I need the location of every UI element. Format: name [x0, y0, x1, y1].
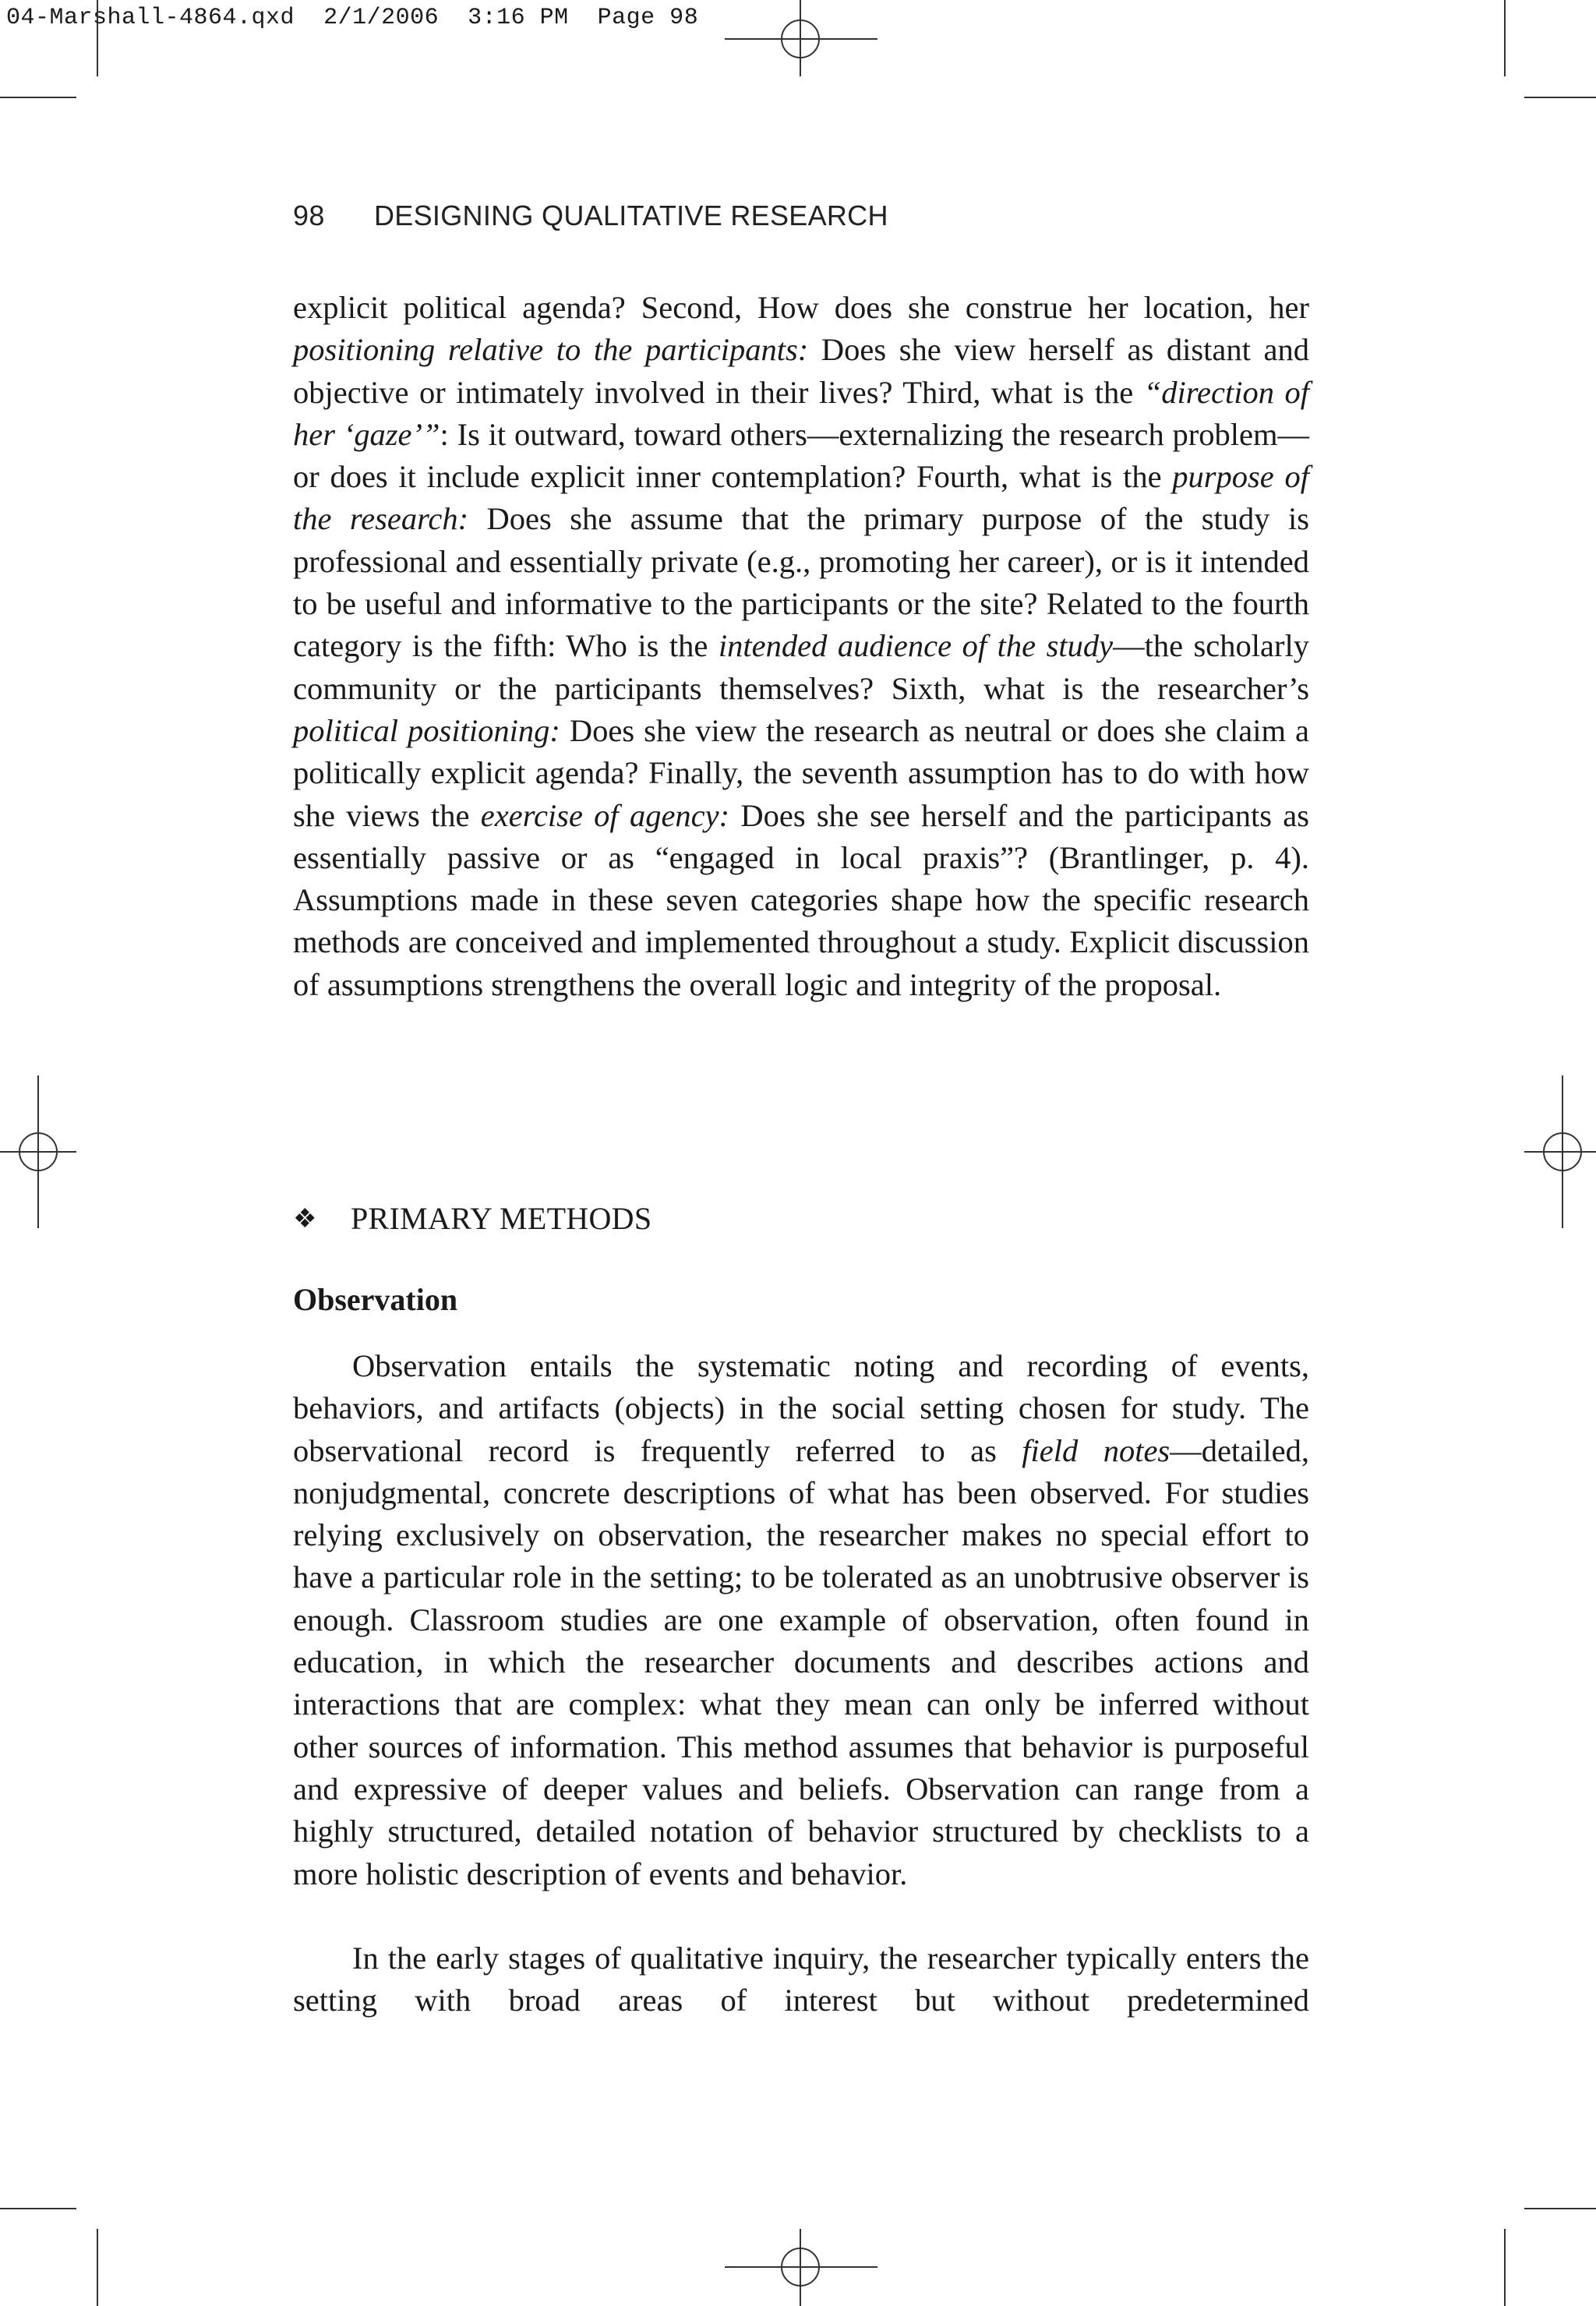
- text-run: : Is it outward, toward others—externalizing the research problem—or does it include explicit inner contemplation? Fourth, what is the: [293, 416, 1309, 495]
- slug-file: 04-Marshall-4864.qxd: [6, 5, 295, 31]
- italic-run: exercise of agency:: [480, 797, 730, 833]
- italic-run: “direction of her ‘gaze’”: [293, 374, 1310, 452]
- running-head-title: DESIGNING QUALITATIVE RESEARCH: [374, 200, 888, 231]
- registration-mark-bottom: [725, 2229, 877, 2306]
- body-paragraph-continued: [293, 287, 1309, 1006]
- registration-mark-left: [0, 1075, 76, 1228]
- paragraph: [293, 1937, 1309, 2022]
- italic-run: intended audience of the study: [718, 628, 1114, 664]
- slug-date: 2/1/2006: [323, 5, 440, 31]
- text-run: Does she view herself as distant and objective or intimately involved in their lives? Third, what is the: [293, 332, 1310, 410]
- text-run: Does she view the research as neutral or does she claim a politically explicit agenda? Finally, the seventh assumption has to do with how she views the: [293, 712, 1309, 833]
- slug-time: 3:16 PM: [468, 5, 569, 31]
- italic-run: political positioning:: [293, 712, 560, 748]
- slug-page: Page 98: [597, 5, 699, 31]
- subsection-heading: Observation: [293, 1282, 458, 1317]
- section-title: PRIMARY METHODS: [351, 1201, 652, 1236]
- registration-mark-top: [725, 0, 877, 76]
- text-run: —the scholarly community or the participants themselves? Sixth, what is the researcher’s: [293, 628, 1310, 706]
- text-run: explicit political agenda? Second, How does she construe her location, her: [293, 290, 1309, 325]
- italic-run: positioning relative to the participants:: [293, 332, 809, 368]
- body-paragraph-continues: [293, 1937, 1309, 2022]
- running-head: [293, 200, 888, 232]
- italic-run: purpose of the research:: [293, 459, 1309, 537]
- italic-run: field notes: [1022, 1432, 1171, 1468]
- text-run: —detailed, nonjudgmental, concrete descriptions of what has been observed. For studies relying exclusively on observation, the researcher makes no special effort to have a particular role in the setting; to be tolerated as an unobtrusive observer is enough. Classroom studies are one example of observation, often found in education, in which the researcher documents and describes actions and interactions that are complex: what they mean can only be inferred without other sources of information. This method assumes that behavior is purposeful and expressive of deeper values and beliefs. Observation can range from a highly structured, detailed notation of behavior structured by checklists to a more holistic description of events and behavior.: [293, 1432, 1309, 1891]
- text-run: Does she assume that the primary purpose of the study is professional and essentially private (e.g., promoting her career), or is it intended to be useful and informative to the participants or the site? Related to the fourth category is the fifth: Who is the: [293, 501, 1309, 664]
- section-heading: [293, 1200, 651, 1237]
- text-run: In the early stages of qualitative inquiry, the researcher typically enters the setting with broad areas of interest but without predetermined: [293, 1941, 1309, 2018]
- text-run: Observation entails the systematic noting and recording of events, behaviors, and artifacts (objects) in the social setting chosen for study. The observational record is frequently referred to as: [293, 1348, 1309, 1468]
- printer-slug: [6, 5, 698, 31]
- paragraph: [293, 287, 1309, 1006]
- text-run: Does she see herself and the participants as essentially passive or as “engaged in local praxis”? (Brantlinger, p. 4). Assumptions made in these seven categories shape how the specific research methods are conceived and implemented throughout a study. Explicit discussion of assumptions strengthens the overall logic and integrity of the proposal.: [293, 797, 1310, 1002]
- body-paragraph-observation: [293, 1345, 1309, 1895]
- diamond-bullet-icon: ❖: [293, 1205, 317, 1234]
- page-number: 98: [293, 200, 325, 231]
- registration-mark-right: [1524, 1075, 1596, 1228]
- paragraph: [293, 1345, 1309, 1895]
